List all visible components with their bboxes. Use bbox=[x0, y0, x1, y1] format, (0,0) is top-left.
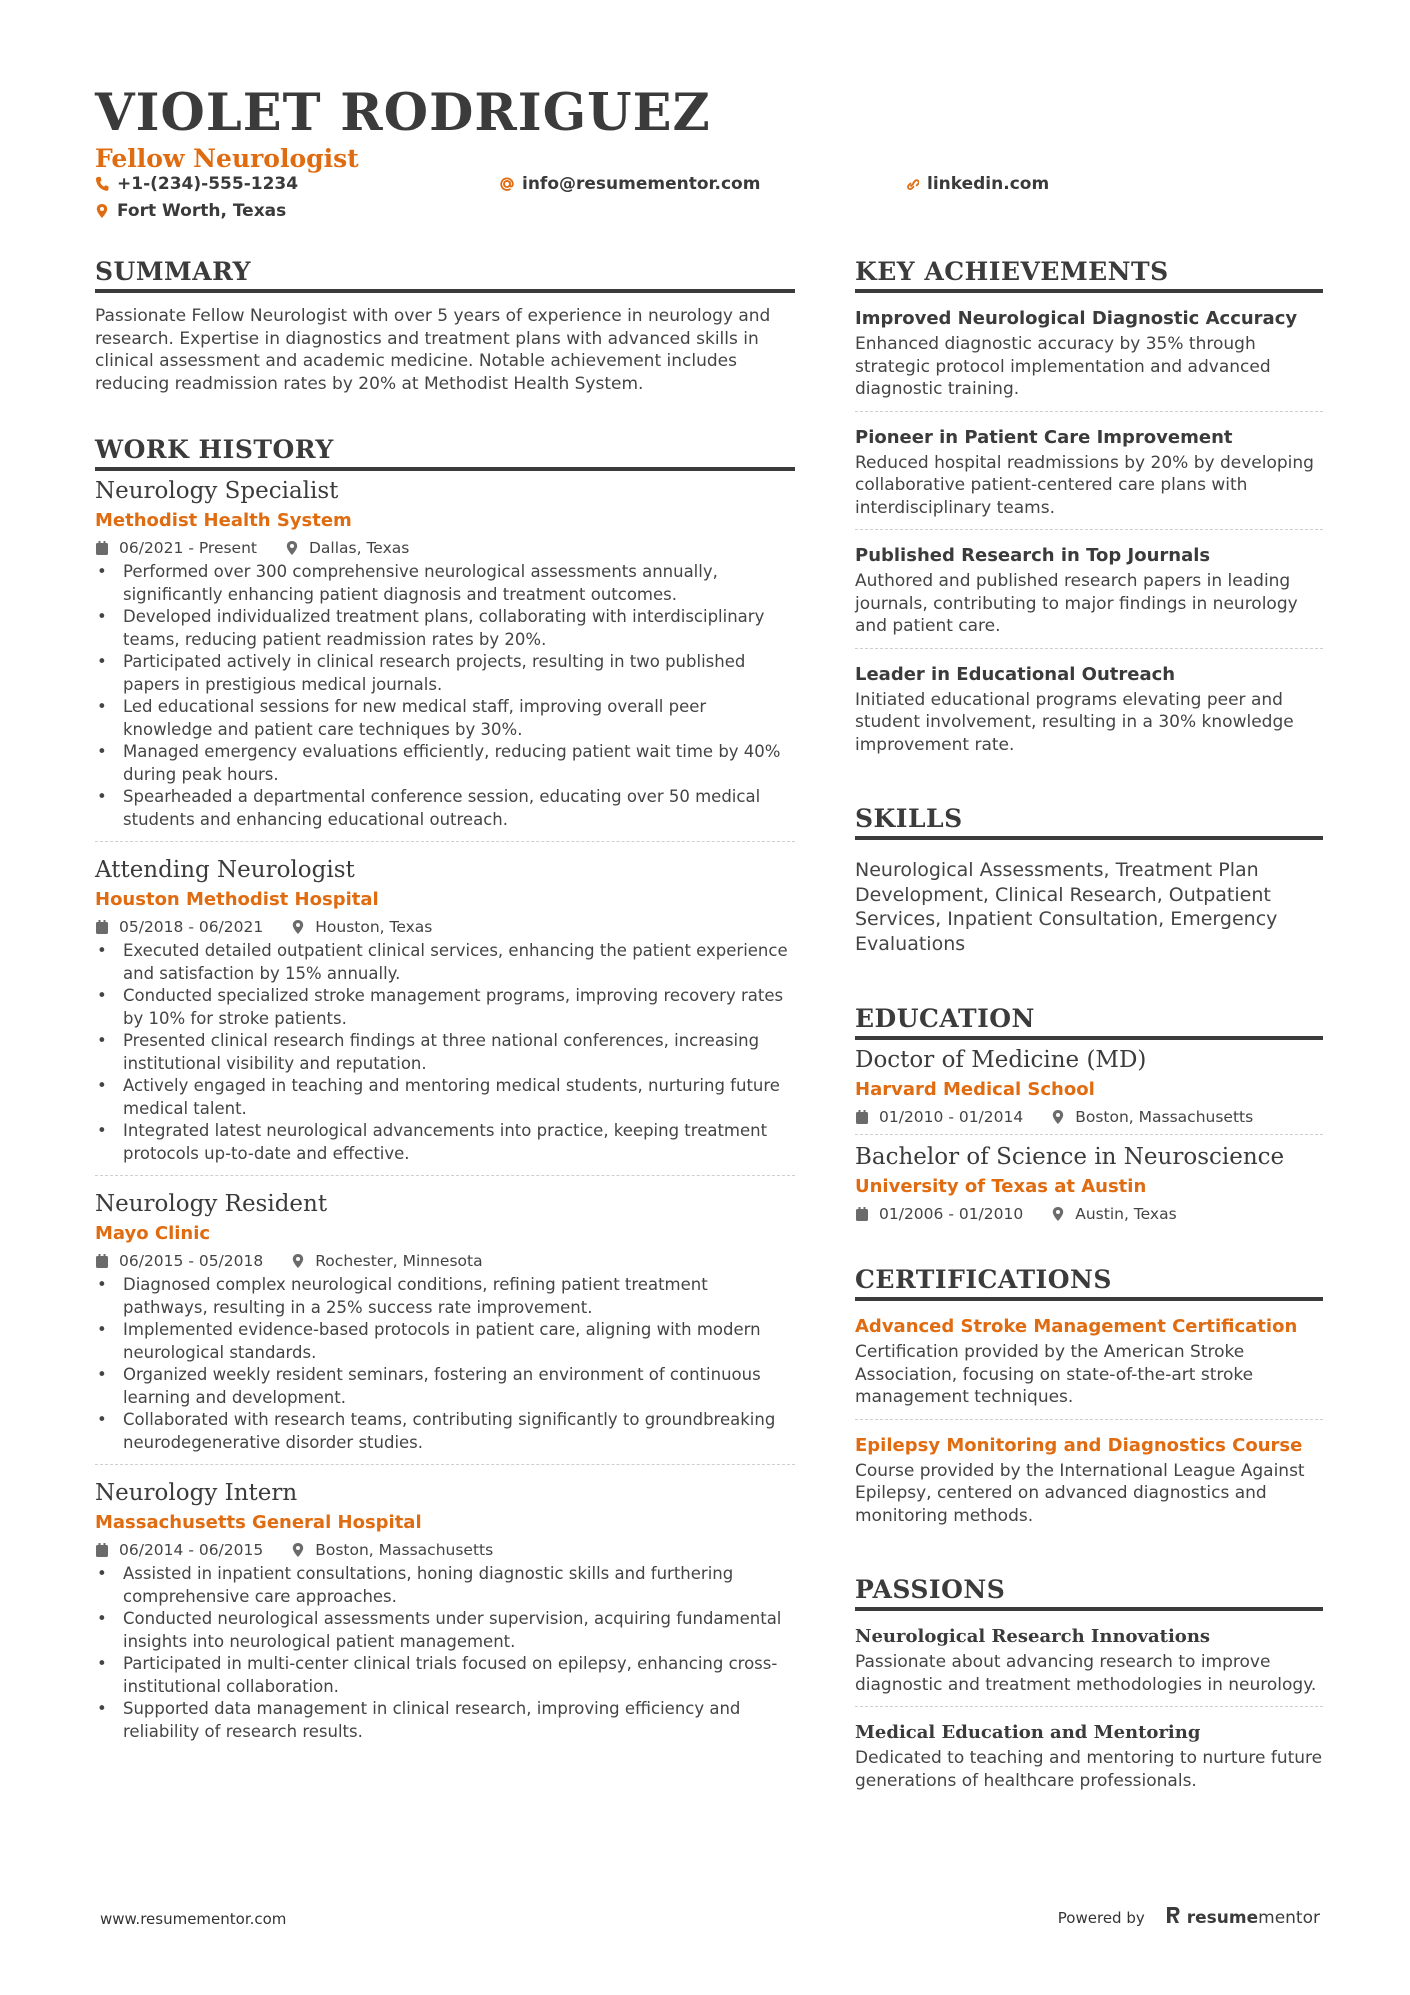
education-location: Boston, Massachusetts bbox=[1075, 1108, 1254, 1126]
education-meta bbox=[855, 1104, 1323, 1130]
education-location: Austin, Texas bbox=[1075, 1205, 1177, 1223]
achievement-title: Pioneer in Patient Care Improvement bbox=[855, 426, 1233, 448]
education-dates: 01/2010 - 01/2014 bbox=[879, 1108, 1024, 1126]
passions-section bbox=[855, 1575, 1323, 1802]
job-location: Rochester, Minnesota bbox=[315, 1252, 483, 1270]
location-text: Fort Worth, Texas bbox=[117, 201, 287, 221]
work-history-heading: WORK HISTORY bbox=[95, 435, 795, 471]
bullet-item: • Managed emergency evaluations efficiently, reducing patient wait time by 40% during peak hours. bbox=[95, 741, 795, 786]
achievement-title: Leader in Educational Outreach bbox=[855, 663, 1176, 685]
job-dates: 06/2015 - 05/2018 bbox=[119, 1252, 264, 1270]
candidate-name: VIOLET RODRIGUEZ bbox=[95, 83, 711, 143]
passion-desc: Dedicated to teaching and mentoring to nurture future generations of healthcare professionals. bbox=[855, 1748, 1323, 1791]
job-title: Neurology Specialist bbox=[95, 478, 339, 504]
work-history-section bbox=[95, 435, 795, 1753]
job-entry bbox=[95, 1477, 795, 1753]
job-location: Houston, Texas bbox=[315, 918, 433, 936]
achievement-desc: Enhanced diagnostic accuracy by 35% through strategic protocol implementation and advanced diagnostic training. bbox=[855, 334, 1271, 399]
contact-location bbox=[95, 201, 286, 221]
location-pin-icon bbox=[291, 919, 305, 935]
degree-title: Doctor of Medicine (MD) bbox=[855, 1047, 1147, 1073]
bullet-item: • Participated actively in clinical research projects, resulting in two published papers in prestigious medical journals. bbox=[95, 651, 795, 696]
footer-branding bbox=[1058, 1906, 1320, 1929]
education-entry bbox=[855, 1141, 1323, 1227]
passions-heading: PASSIONS bbox=[855, 1575, 1323, 1611]
bullet-item: • Assisted in inpatient consultations, honing diagnostic skills and furthering comprehensive care approaches. bbox=[95, 1563, 795, 1608]
job-entry bbox=[95, 1188, 795, 1465]
achievement-item bbox=[855, 424, 1323, 531]
job-title: Attending Neurologist bbox=[95, 857, 355, 883]
job-location: Boston, Massachusetts bbox=[315, 1541, 494, 1559]
bullet-item: • Conducted specialized stroke management programs, improving recovery rates by 10% for stroke patients. bbox=[95, 985, 795, 1030]
contact-row-2 bbox=[95, 201, 1325, 228]
contact-row-1 bbox=[95, 174, 1325, 201]
achievements-heading: KEY ACHIEVEMENTS bbox=[855, 257, 1323, 293]
achievement-item bbox=[855, 661, 1323, 767]
job-location: Dallas, Texas bbox=[309, 539, 410, 557]
job-title: Neurology Intern bbox=[95, 1480, 298, 1506]
certification-item bbox=[855, 1432, 1323, 1538]
location-pin-icon bbox=[1051, 1206, 1065, 1222]
job-title: Neurology Resident bbox=[95, 1191, 328, 1217]
phone-icon bbox=[95, 176, 109, 192]
bullet-item: • Collaborated with research teams, contributing significantly to groundbreaking neurodegenerative disorder studies. bbox=[95, 1409, 795, 1454]
contact-website[interactable] bbox=[905, 174, 1049, 194]
left-column bbox=[95, 257, 795, 1765]
bullet-item: • Participated in multi-center clinical trials focused on epilepsy, enhancing cross-institutional collaboration. bbox=[95, 1653, 795, 1698]
job-dates: 06/2014 - 06/2015 bbox=[119, 1541, 264, 1559]
bullet-item: • Performed over 300 comprehensive neurological assessments annually, significantly enhancing patient diagnosis and treatment outcomes. bbox=[95, 561, 795, 606]
right-column bbox=[855, 257, 1323, 1814]
achievement-title: Improved Neurological Diagnostic Accuracy bbox=[855, 308, 1298, 329]
job-bullets bbox=[95, 940, 795, 1165]
summary-section bbox=[95, 257, 795, 395]
certifications-heading: CERTIFICATIONS bbox=[855, 1265, 1323, 1301]
bullet-item: • Executed detailed outpatient clinical services, enhancing the patient experience and satisfaction by 15% annually. bbox=[95, 940, 795, 985]
calendar-icon bbox=[95, 919, 109, 935]
bullet-item: • Implemented evidence-based protocols in patient care, aligning with modern neurological standards. bbox=[95, 1319, 795, 1364]
calendar-icon bbox=[855, 1109, 869, 1125]
bullet-item: • Presented clinical research findings at three national conferences, increasing institutional visibility and reputation. bbox=[95, 1030, 795, 1075]
contact-email[interactable] bbox=[500, 174, 760, 194]
education-entry bbox=[855, 1044, 1323, 1135]
job-company: Houston Methodist Hospital bbox=[95, 889, 379, 910]
achievements-section bbox=[855, 257, 1323, 766]
job-dates: 06/2021 - Present bbox=[119, 539, 257, 557]
bullet-item: • Developed individualized treatment plans, collaborating with interdisciplinary teams, reducing patient readmission rates by 20%. bbox=[95, 606, 795, 651]
summary-heading: SUMMARY bbox=[95, 257, 795, 293]
job-entry bbox=[95, 475, 795, 842]
bullet-item: • Spearheaded a departmental conference session, educating over 50 medical students and enhancing educational outreach. bbox=[95, 786, 795, 831]
job-meta bbox=[95, 1248, 795, 1274]
location-pin-icon bbox=[291, 1253, 305, 1269]
bullet-item: • Organized weekly resident seminars, fostering an environment of continuous learning and development. bbox=[95, 1364, 795, 1409]
job-bullets bbox=[95, 561, 795, 831]
passion-title: Neurological Research Innovations bbox=[855, 1626, 1211, 1647]
job-dates: 05/2018 - 06/2021 bbox=[119, 918, 264, 936]
job-bullets bbox=[95, 1563, 795, 1743]
education-section bbox=[855, 1004, 1323, 1227]
location-pin-icon bbox=[95, 203, 109, 219]
school-name: University of Texas at Austin bbox=[855, 1176, 1147, 1197]
education-dates: 01/2006 - 01/2010 bbox=[879, 1205, 1024, 1223]
achievement-desc: Initiated educational programs elevating peer and student involvement, resulting in a 30% knowledge improvement rate. bbox=[855, 689, 1294, 755]
location-pin-icon bbox=[291, 1542, 305, 1558]
brand-text-bold: resume bbox=[1186, 1907, 1259, 1928]
passion-item bbox=[855, 1623, 1323, 1707]
location-pin-icon bbox=[1051, 1109, 1065, 1125]
certification-item bbox=[855, 1313, 1323, 1420]
bullet-item: • Integrated latest neurological advancements into practice, keeping treatment protocols up-to-date and effective. bbox=[95, 1120, 795, 1165]
achievement-item bbox=[855, 305, 1323, 412]
job-entry bbox=[95, 854, 795, 1176]
education-heading: EDUCATION bbox=[855, 1004, 1323, 1040]
achievement-title: Published Research in Top Journals bbox=[855, 545, 1211, 566]
phone-text: +1-(234)-555-1234 bbox=[117, 174, 299, 194]
contact-phone[interactable] bbox=[95, 174, 298, 194]
job-meta bbox=[95, 1537, 795, 1563]
achievement-desc: Authored and published research papers in leading journals, contributing to major findings in neurology and patient care. bbox=[855, 571, 1298, 636]
job-meta bbox=[95, 914, 795, 940]
at-icon bbox=[500, 176, 514, 192]
calendar-icon bbox=[95, 1253, 109, 1269]
job-bullets bbox=[95, 1274, 795, 1454]
job-company: Mayo Clinic bbox=[95, 1223, 211, 1244]
certifications-section bbox=[855, 1265, 1323, 1537]
brand-text-light: mentor bbox=[1258, 1907, 1320, 1928]
bullet-item: • Conducted neurological assessments under supervision, acquiring fundamental insights into neurological patient management. bbox=[95, 1608, 795, 1653]
certification-desc: Certification provided by the American Stroke Association, focusing on state-of-the-art stroke management techniques. bbox=[855, 1342, 1254, 1407]
link-icon bbox=[905, 176, 919, 192]
email-text: info@resumementor.com bbox=[522, 174, 761, 194]
bullet-item: • Supported data management in clinical research, improving efficiency and reliability of research results. bbox=[95, 1698, 795, 1743]
skills-heading: SKILLS bbox=[855, 804, 1323, 840]
school-name: Harvard Medical School bbox=[855, 1079, 1095, 1100]
brand-mark-icon bbox=[1165, 1906, 1181, 1929]
calendar-icon bbox=[95, 1542, 109, 1558]
job-meta bbox=[95, 535, 795, 561]
brand-logo[interactable] bbox=[1165, 1906, 1320, 1929]
certification-title: Epilepsy Monitoring and Diagnostics Course bbox=[855, 1434, 1303, 1456]
resume-header bbox=[95, 82, 1325, 228]
passion-title: Medical Education and Mentoring bbox=[855, 1722, 1201, 1743]
degree-title: Bachelor of Science in Neuroscience bbox=[855, 1144, 1285, 1170]
bullet-item: • Diagnosed complex neurological conditions, refining patient treatment pathways, resulting in a 25% success rate improvement. bbox=[95, 1274, 795, 1319]
calendar-icon bbox=[95, 540, 109, 556]
powered-by-label: Powered by bbox=[1057, 1908, 1145, 1927]
summary-text: Passionate Fellow Neurologist with over 5 years of experience in neurology and research. Expertise in diagnostics and treatment plans with advanced skills in clinical assessment and academic medicine. Notable achievement includes reducing readmission rates by 20% at Methodist Health System. bbox=[95, 306, 771, 394]
job-company: Methodist Health System bbox=[95, 510, 352, 531]
website-text: linkedin.com bbox=[927, 174, 1050, 194]
certification-title: Advanced Stroke Management Certification bbox=[855, 1316, 1298, 1337]
skills-text: Neurological Assessments, Treatment Plan Development, Clinical Research, Outpatient Services, Inpatient Consultation, Emergency Evaluations bbox=[855, 859, 1278, 955]
footer-website[interactable]: www.resumementor.com bbox=[100, 1910, 287, 1928]
education-meta bbox=[855, 1201, 1323, 1227]
bullet-item: • Actively engaged in teaching and mentoring medical students, nurturing future medical talent. bbox=[95, 1075, 795, 1120]
candidate-role: Fellow Neurologist bbox=[95, 144, 359, 173]
location-pin-icon bbox=[285, 540, 299, 556]
skills-section bbox=[855, 804, 1323, 956]
passion-desc: Passionate about advancing research to improve diagnostic and treatment methodologies in neurology. bbox=[855, 1652, 1317, 1695]
certification-desc: Course provided by the International League Against Epilepsy, centered on advanced diagnostics and monitoring methods. bbox=[855, 1460, 1305, 1526]
achievement-desc: Reduced hospital readmissions by 20% by developing collaborative patient-centered care plans with interdisciplinary teams. bbox=[855, 452, 1314, 518]
calendar-icon bbox=[855, 1206, 869, 1222]
passion-item bbox=[855, 1719, 1323, 1802]
job-company: Massachusetts General Hospital bbox=[95, 1512, 422, 1533]
bullet-item: • Led educational sessions for new medical staff, improving overall peer knowledge and patient care techniques by 30%. bbox=[95, 696, 795, 741]
achievement-item bbox=[855, 542, 1323, 649]
